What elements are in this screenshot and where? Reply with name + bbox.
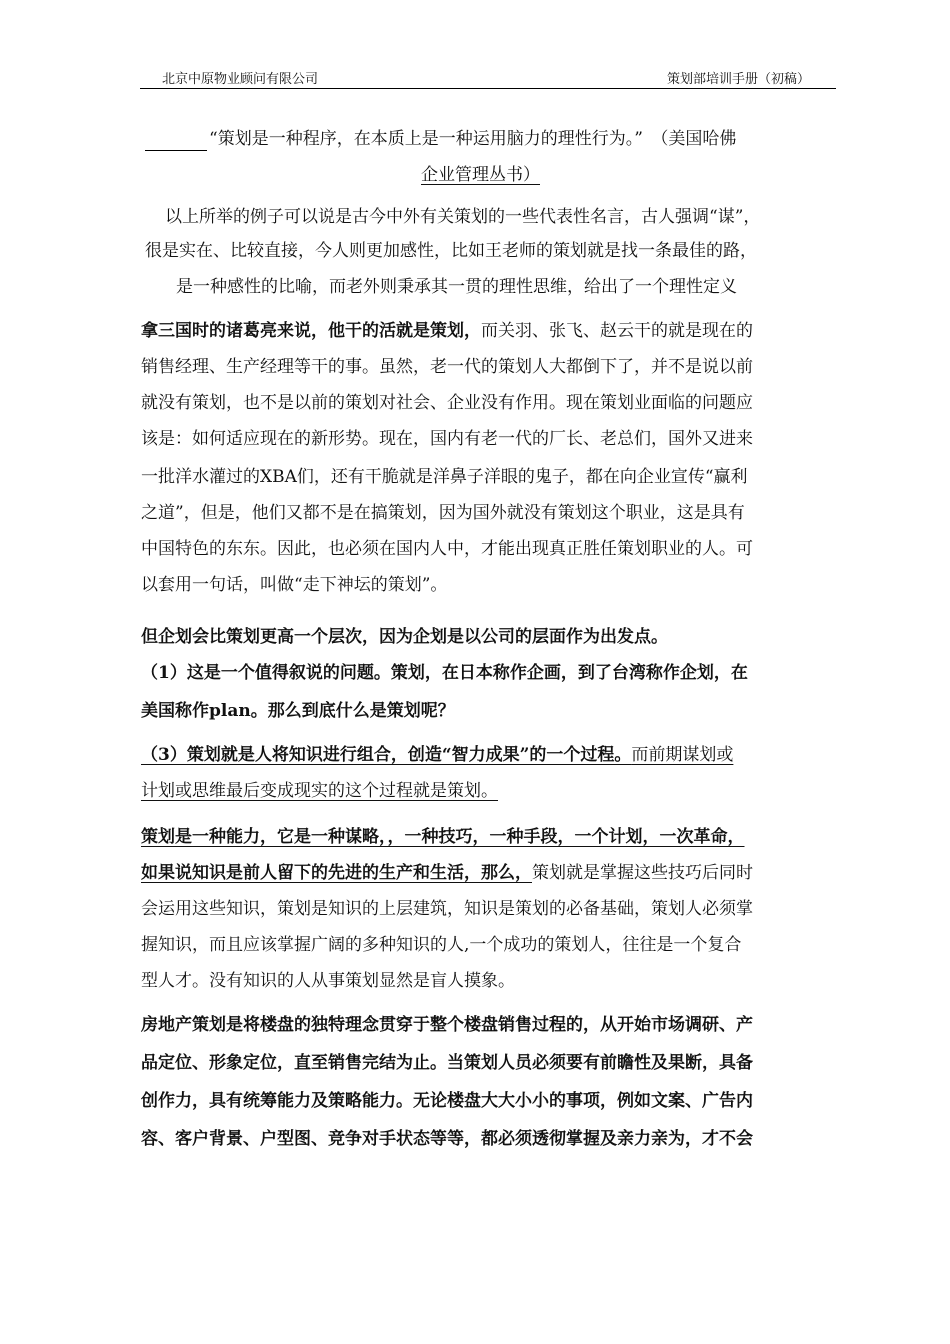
zhuge-rest: 而关羽、张飞、赵云干的就是现在的: [481, 321, 753, 341]
page-header: [140, 66, 836, 89]
realestate-line-4: 容、客户背景、户型图、竞争对手状态等等，都必须透彻掌握及亲力亲为，才不会: [141, 1129, 753, 1149]
point3-bold: （3）策划就是人将知识进行组合，创造“智力成果”的一个过程。: [141, 745, 632, 765]
point1-line-2: 美国称作plan。那么到底什么是策划呢？: [141, 701, 455, 721]
intro-line-1: 以上所举的例子可以说是古今中外有关策划的一些代表性名言，古人强调“谋”，: [165, 207, 761, 227]
ability-line-4: 握知识，而且应该掌握广阔的多种知识的人,一个成功的策划人，往往是一个复合: [141, 935, 742, 955]
header-company: 北京中原物业顾问有限公司: [162, 72, 319, 87]
intro-line-2: 很是实在、比较直接，今人则更加感性，比如王老师的策划就是找一条最佳的路，: [145, 241, 757, 261]
point1-line-1: （1）这是一个值得叙说的问题。策划，在日本称作企画，到了台湾称作企划，在: [141, 663, 748, 683]
zhuge-line-3: 就没有策划，也不是以前的策划对社会、企业没有作用。现在策划业面临的问题应: [141, 393, 753, 413]
ability-rest: 策划就是掌握这些技巧后同时: [532, 863, 753, 883]
realestate-line-2: 品定位、形象定位，直至销售完结为止。当策划人员必须要有前瞻性及果断，具备: [141, 1053, 753, 1073]
zhuge-line-1: [141, 320, 753, 342]
intro-line-3: 是一种感性的比喻，而老外则秉承其一贯的理性思维，给出了一个理性定义: [176, 277, 737, 297]
point3-rest: 而前期谋划或: [631, 745, 734, 765]
zhuge-line-7: 中国特色的东东。因此，也必须在国内人中，才能出现真正胜任策划职业的人。可: [141, 539, 753, 559]
ability-bold: 如果说知识是前人留下的先进的生产和生活，那么，: [141, 863, 532, 883]
ability-line-2: [141, 862, 753, 884]
realestate-line-1: 房地产策划是将楼盘的独特理念贯穿于整个楼盘销售过程的，从开始市场调研、产: [141, 1015, 753, 1035]
point3-line-2: 计划或思维最后变成现实的这个过程就是策划。: [141, 781, 498, 801]
quote-line-2: 企业管理丛书）: [421, 165, 540, 185]
point3-line-1: [141, 744, 733, 766]
quote-text-1: “策划是一种程序，在本质上是一种运用脑力的理性行为。” （美国哈佛: [209, 129, 737, 149]
zhuge-line-4: 该是：如何适应现在的新形势。现在，国内有老一代的厂长、老总们，国外又进来: [141, 429, 753, 449]
zhuge-line-5: 一批洋水灌过的XBA们，还有干脆就是洋鼻子洋眼的鬼子，都在向企业宣传“赢利: [141, 467, 748, 487]
header-manual-title: 策划部培训手册（初稿）: [666, 72, 810, 87]
zhuge-bold: 拿三国时的诸葛亮来说，他干的活就是策划，: [141, 321, 481, 341]
zhuge-line-8: 以套用一句话，叫做“走下神坛的策划”。: [141, 575, 448, 595]
realestate-line-3: 创作力，具有统筹能力及策略能力。无论楼盘大大小小的事项，例如文案、广告内: [141, 1091, 753, 1111]
ability-line-3: 会运用这些知识，策划是知识的上层建筑，知识是策划的必备基础，策划人必须掌: [141, 899, 753, 919]
quote-underline: [145, 150, 207, 151]
zhuge-line-6: 之道”，但是，他们又都不是在搞策划，因为国外就没有策划这个职业，这是具有: [141, 503, 745, 523]
ability-line-1: 策划是一种能力，它是一种谋略，，一种技巧，一种手段，一个计划，一次革命，: [141, 827, 745, 847]
ability-line-5: 型人才。没有知识的人从事策划显然是盲人摸象。: [141, 971, 515, 991]
zhuge-line-2: 销售经理、生产经理等干的事。虽然，老一代的策划人大都倒下了，并不是说以前: [141, 357, 753, 377]
qihua-line: 但企划会比策划更高一个层次，因为企划是以公司的层面作为出发点。: [141, 627, 668, 647]
